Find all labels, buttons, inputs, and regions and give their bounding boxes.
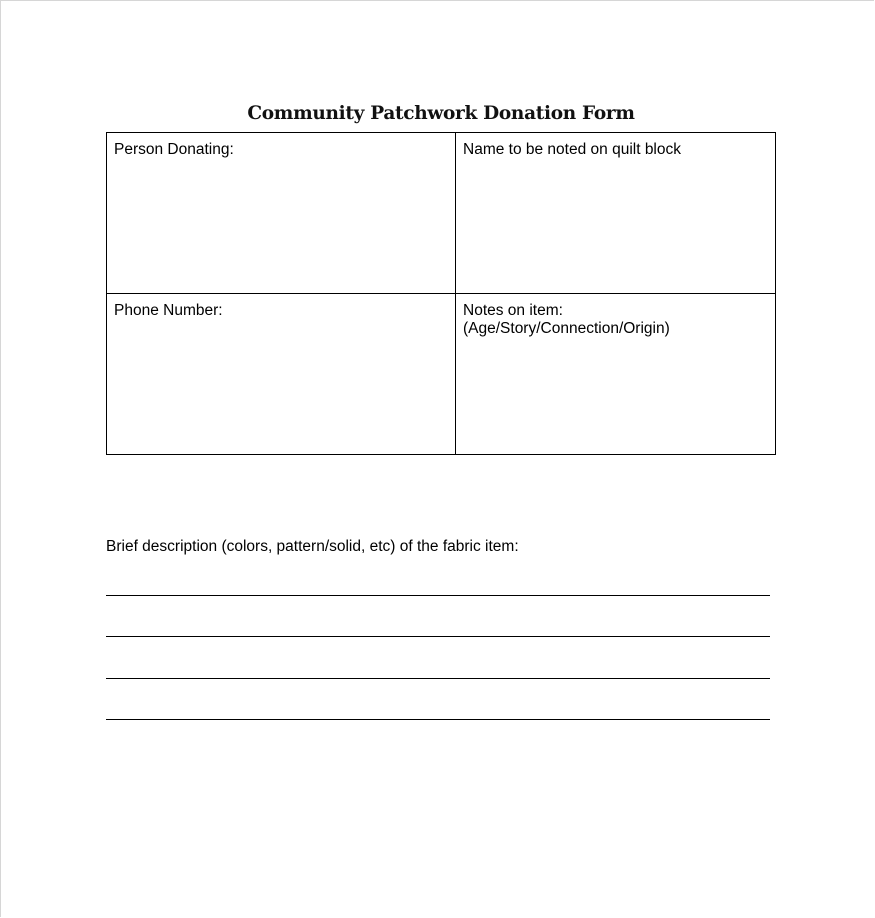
- phone-number-label: Phone Number:: [114, 302, 223, 319]
- description-line-2[interactable]: [106, 636, 770, 637]
- description-label: Brief description (colors, pattern/solid, etc) of the fabric item:: [106, 538, 519, 555]
- quilt-block-name-cell[interactable]: [456, 133, 776, 294]
- table-row: [107, 133, 776, 294]
- person-donating-label: Person Donating:: [114, 141, 234, 158]
- person-donating-cell[interactable]: [107, 133, 456, 294]
- donor-info-table: [106, 132, 776, 455]
- table-row: [107, 294, 776, 455]
- description-line-1[interactable]: [106, 595, 770, 596]
- notes-hint: (Age/Story/Connection/Origin): [463, 320, 670, 337]
- notes-cell[interactable]: [456, 294, 776, 455]
- description-line-4[interactable]: [106, 719, 770, 720]
- quilt-block-name-label: Name to be noted on quilt block: [463, 141, 681, 158]
- description-line-3[interactable]: [106, 678, 770, 679]
- notes-label: Notes on item:: [463, 302, 563, 319]
- form-title: Community Patchwork Donation Form: [247, 103, 635, 124]
- phone-number-cell[interactable]: [107, 294, 456, 455]
